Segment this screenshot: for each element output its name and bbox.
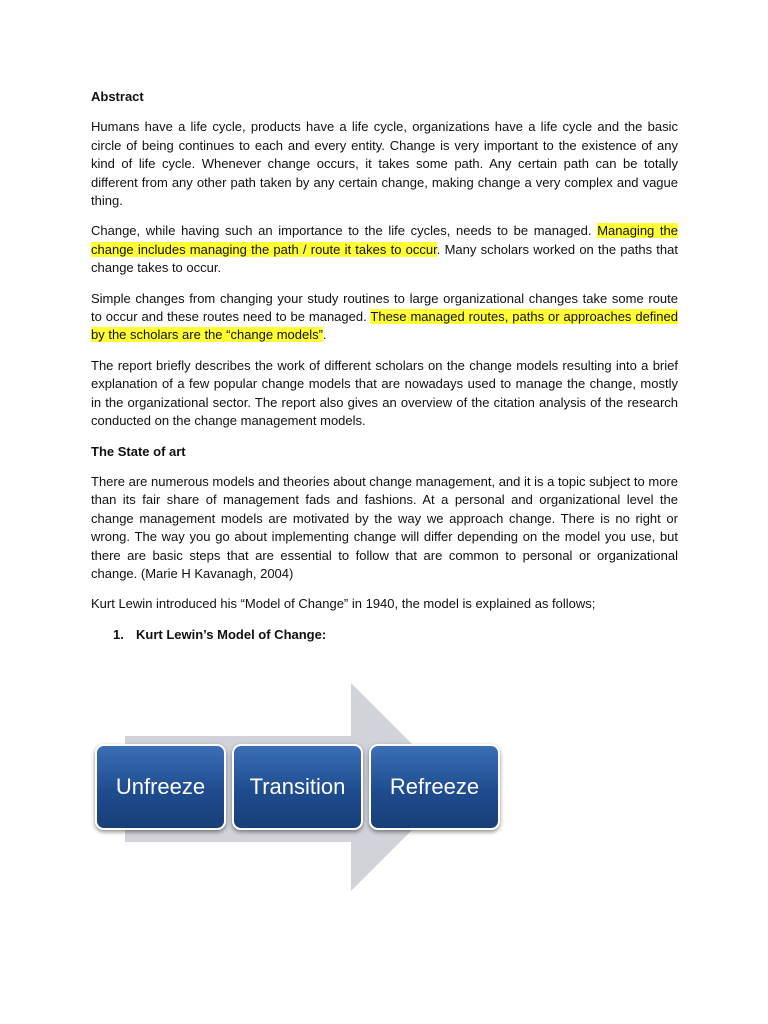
abstract-paragraph-2-text: Change, while having such an importance to the life cycles, needs to be managed. [91, 223, 598, 239]
abstract-paragraph-3-text: Simple changes from changing your study routines to large organizational changes take some route to occur and these routes need to be managed. [91, 290, 678, 325]
step-boxes [95, 744, 500, 830]
abstract-paragraph-2 [91, 222, 678, 277]
step-refreeze: Refreeze [369, 744, 500, 830]
document-body [91, 88, 678, 644]
highlighted-text: These managed routes, paths or approaches defined by the scholars are the “change models” [91, 309, 678, 343]
list-number: 1. [113, 626, 124, 642]
step-unfreeze: Unfreeze [95, 744, 226, 830]
step-transition: Transition [232, 744, 363, 830]
state-of-art-paragraph-1: There are numerous models and theories about change management, and it is a topic subject to more than its fair share of management fads and fashions. At a personal and organizational level the change management models are motivated by the way we approach change. There is no right or wrong. The way you go about implementing change will differ depending on the model you use, but there are basic steps that are essential to follow that are common to personal or organizational change. (Marie H Kavanagh, 2004) [91, 473, 678, 581]
list-title: Kurt Lewin’s Model of Change: [136, 626, 327, 642]
abstract-paragraph-3 [91, 290, 678, 345]
abstract-heading: Abstract [91, 89, 144, 104]
list-item [113, 626, 678, 644]
state-of-art-heading: The State of art [91, 443, 186, 459]
abstract-paragraph-2-tail: . Many scholars worked on the paths that change takes to occur. [91, 241, 678, 276]
change-model-diagram [95, 683, 490, 893]
abstract-paragraph-4: The report briefly describes the work of different scholars on the change models resulting into a brief explanation of a few popular change models that are nowadays used to manage the change, mostly in the organizational sector. The report also gives an overview of the citation analysis of the research conducted on the change management models. [91, 357, 678, 429]
state-of-art-paragraph-2: Kurt Lewin introduced his “Model of Change” in 1940, the model is explained as follows; [91, 596, 596, 612]
abstract-paragraph-3-tail: . [322, 327, 327, 343]
abstract-paragraph-1: Humans have a life cycle, products have a life cycle, organizations have a life cycle and the basic circle of being continues to each and every entity. Change is very important to the existence of any kind of life cycle. Whenever change occurs, it takes some path. Any certain path can be totally different from any other path taken by any certain change, making change a very complex and vague thing. [91, 119, 678, 209]
highlighted-text: Managing the change includes managing the path / route it takes to occur [91, 223, 679, 257]
